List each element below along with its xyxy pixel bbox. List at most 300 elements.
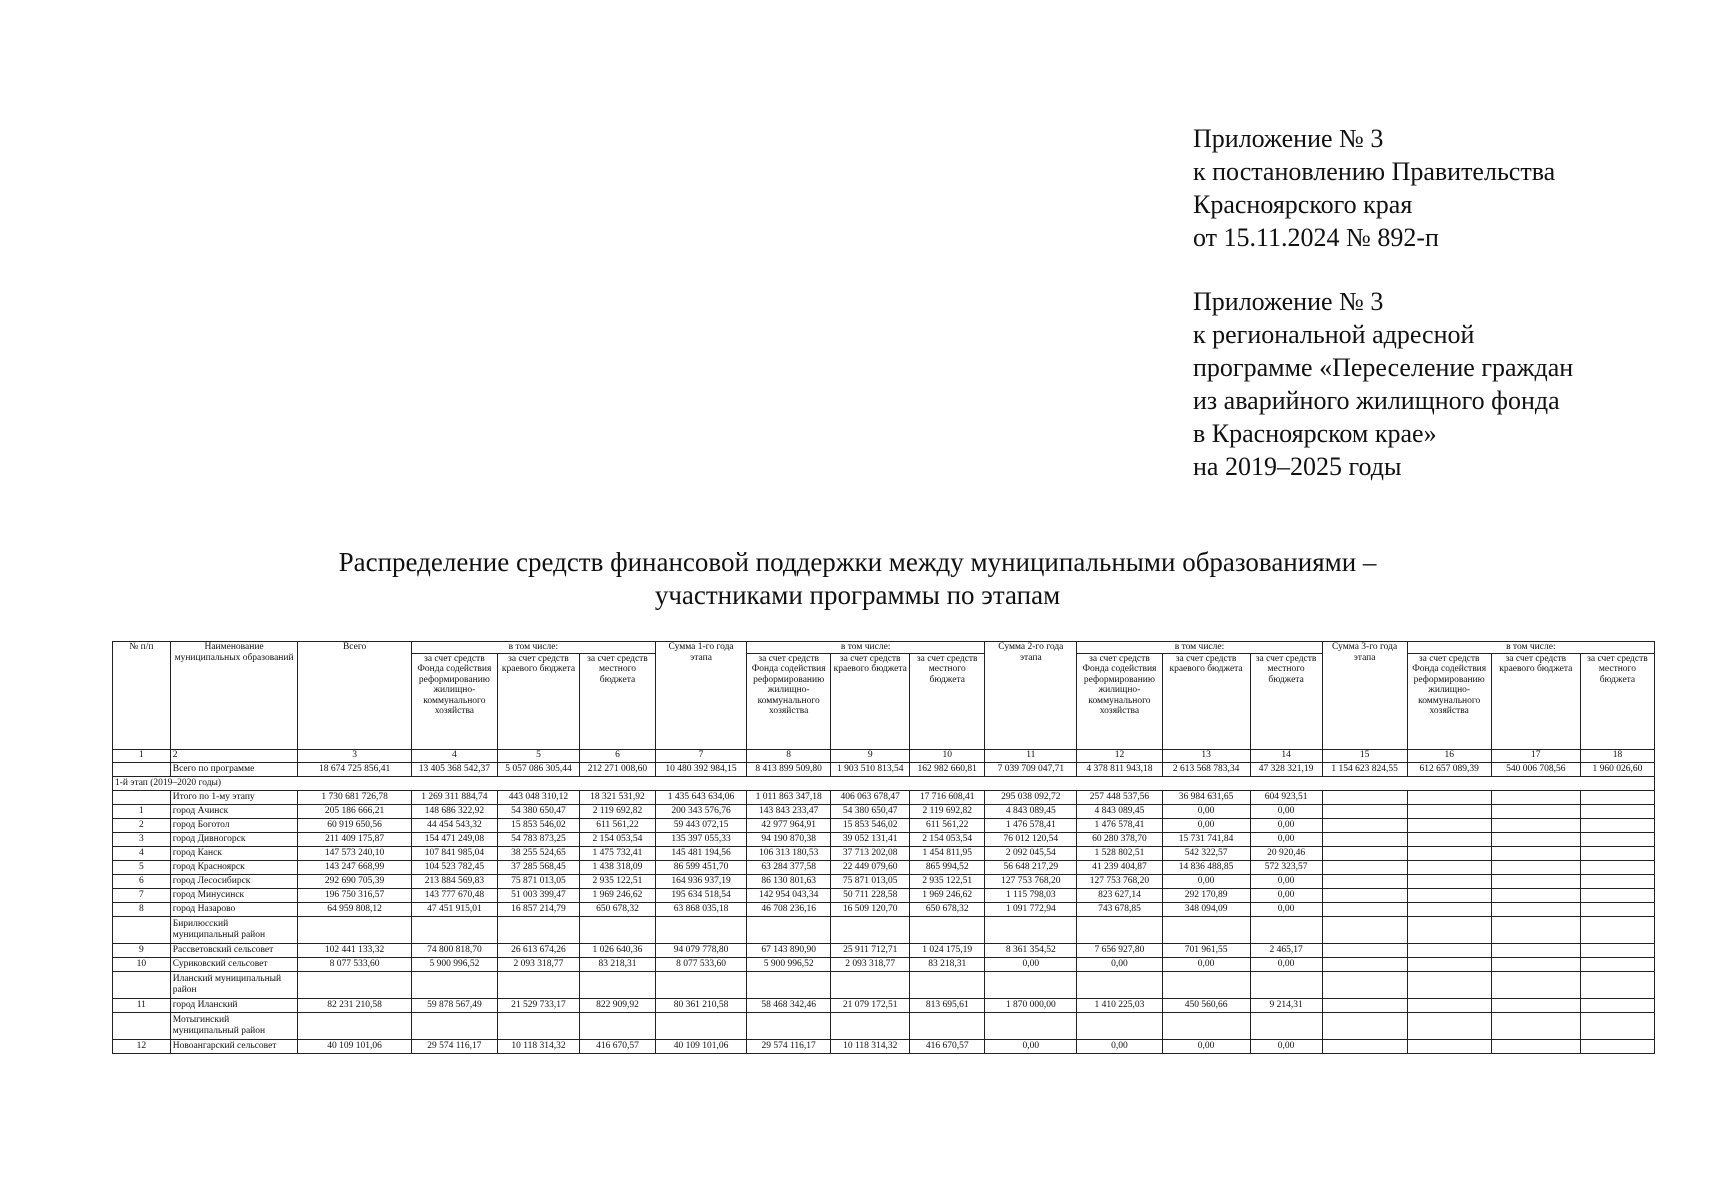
table-cell: 1 969 246,62 xyxy=(910,888,985,902)
table-cell: 1 435 643 634,06 xyxy=(655,790,746,804)
table-cell: 8 413 899 509,80 xyxy=(747,762,831,776)
table-row xyxy=(113,818,1655,832)
table-cell: 74 800 818,70 xyxy=(411,943,497,957)
table-cell xyxy=(1407,971,1491,998)
district-group-row xyxy=(113,1012,1655,1039)
row-name-cell: Новоангарский сельсовет xyxy=(170,1039,298,1053)
table-row xyxy=(113,1039,1655,1053)
table-cell: 0,00 xyxy=(1250,1039,1322,1053)
table-cell: 1 011 863 347,18 xyxy=(747,790,831,804)
table-cell: 94 190 870,38 xyxy=(747,832,831,846)
table-cell: 416 670,57 xyxy=(910,1039,985,1053)
table-cell xyxy=(113,971,171,998)
table-cell: 2 093 318,77 xyxy=(831,957,910,971)
table-row xyxy=(113,943,1655,957)
header-incl-stage2: в том числе: xyxy=(1077,642,1322,654)
table-cell xyxy=(1322,832,1407,846)
appendix-line: от 15.11.2024 № 892-п xyxy=(1193,223,1439,252)
table-cell xyxy=(1491,998,1580,1012)
table-cell xyxy=(1491,1012,1580,1039)
table-cell: 37 285 568,45 xyxy=(497,860,579,874)
table-cell: 13 405 368 542,37 xyxy=(411,762,497,776)
header-incl-stage3: в том числе: xyxy=(1407,642,1654,654)
table-cell: 50 711 228,58 xyxy=(831,888,910,902)
table-cell: 1 154 623 824,55 xyxy=(1322,762,1407,776)
table-cell: 416 670,57 xyxy=(579,1039,655,1053)
table-cell: 0,00 xyxy=(1162,1039,1250,1053)
table-row xyxy=(113,804,1655,818)
row-name-cell: Иланский муниципальный район xyxy=(170,971,298,998)
table-cell: 29 574 116,17 xyxy=(411,1039,497,1053)
table-cell xyxy=(579,1012,655,1039)
table-cell xyxy=(655,971,746,998)
table-cell: 8 077 533,60 xyxy=(655,957,746,971)
table-cell: 540 006 708,56 xyxy=(1491,762,1580,776)
appendix-line: программе «Переселение граждан xyxy=(1193,353,1574,382)
table-cell: 0,00 xyxy=(1250,888,1322,902)
row-name-cell: Мотыгинский муниципальный район xyxy=(170,1012,298,1039)
table-cell xyxy=(831,1012,910,1039)
table-cell xyxy=(1407,804,1491,818)
table-cell: 205 186 666,21 xyxy=(298,804,411,818)
header-incl-total: в том числе: xyxy=(411,642,655,654)
table-cell: 1 410 225,03 xyxy=(1077,998,1162,1012)
table-cell xyxy=(1162,1012,1250,1039)
table-cell xyxy=(747,916,831,943)
table-cell: 21 079 172,51 xyxy=(831,998,910,1012)
table-cell xyxy=(1580,832,1654,846)
table-cell xyxy=(1162,916,1250,943)
table-cell: 64 959 808,12 xyxy=(298,902,411,916)
table-cell: 143 247 668,99 xyxy=(298,860,411,874)
table-cell xyxy=(113,916,171,943)
table-cell xyxy=(1580,902,1654,916)
table-cell: 611 561,22 xyxy=(579,818,655,832)
table-cell xyxy=(298,1012,411,1039)
program-total-row xyxy=(113,762,1655,776)
table-cell xyxy=(1407,1039,1491,1053)
table-cell: 40 109 101,06 xyxy=(655,1039,746,1053)
table-cell: 2 119 692,82 xyxy=(579,804,655,818)
table-row xyxy=(113,957,1655,971)
header-local: за счет средств местного бюджета xyxy=(579,653,655,749)
table-cell: 6 xyxy=(579,749,655,762)
table-body xyxy=(113,749,1655,1053)
table-cell: 135 397 055,33 xyxy=(655,832,746,846)
header-fund: за счет средств Фонда содействия реформированию жилищно-коммунального хозяйства xyxy=(1407,653,1491,749)
table-cell: 572 323,57 xyxy=(1250,860,1322,874)
table-cell: 7 039 709 047,71 xyxy=(985,762,1077,776)
table-cell: 16 xyxy=(1407,749,1491,762)
table-row xyxy=(113,874,1655,888)
table-cell xyxy=(1407,957,1491,971)
table-cell: 107 841 985,04 xyxy=(411,846,497,860)
table-cell xyxy=(1491,818,1580,832)
table-cell: 17 716 608,41 xyxy=(910,790,985,804)
header-stage2-sum: Сумма 2-го года этапа xyxy=(985,642,1077,750)
table-cell: 650 678,32 xyxy=(910,902,985,916)
table-cell: 80 361 210,58 xyxy=(655,998,746,1012)
appendix-line: в Красноярском крае» xyxy=(1193,419,1437,448)
stage-header-row xyxy=(113,776,1655,790)
table-cell: 9 xyxy=(831,749,910,762)
table-cell: 10 118 314,32 xyxy=(831,1039,910,1053)
table-cell: 701 961,55 xyxy=(1162,943,1250,957)
table-cell xyxy=(1322,916,1407,943)
table-cell xyxy=(1491,874,1580,888)
table-cell xyxy=(1322,902,1407,916)
table-cell: 15 853 546,02 xyxy=(497,818,579,832)
table-cell xyxy=(1407,902,1491,916)
table-cell: 2 465,17 xyxy=(1250,943,1322,957)
header-regional: за счет средств краевого бюджета xyxy=(497,653,579,749)
stage-label: 1-й этап (2019–2020 годы) xyxy=(113,776,1655,790)
table-cell: 148 686 322,92 xyxy=(411,804,497,818)
distribution-table xyxy=(112,641,1655,1054)
table-cell xyxy=(1491,846,1580,860)
table-cell xyxy=(747,1012,831,1039)
table-cell: 8 361 354,52 xyxy=(985,943,1077,957)
table-cell xyxy=(831,916,910,943)
appendix-line: к региональной адресной xyxy=(1193,320,1475,349)
table-cell: 292 170,89 xyxy=(1162,888,1250,902)
table-cell xyxy=(985,971,1077,998)
table-cell: 0,00 xyxy=(985,957,1077,971)
table-cell: 41 239 404,87 xyxy=(1077,860,1162,874)
table-cell: 196 750 316,57 xyxy=(298,888,411,902)
row-name-cell: город Дивногорск xyxy=(170,832,298,846)
table-cell: 47 451 915,01 xyxy=(411,902,497,916)
table-cell: 1 960 026,60 xyxy=(1580,762,1654,776)
table-cell xyxy=(1077,1012,1162,1039)
table-cell xyxy=(1491,804,1580,818)
appendix-line: Приложение № 3 xyxy=(1193,124,1384,153)
table-cell: 4 843 089,45 xyxy=(1077,804,1162,818)
table-cell: 542 322,57 xyxy=(1162,846,1250,860)
district-group-row xyxy=(113,971,1655,998)
title-line: участниками программы по этапам xyxy=(654,580,1061,610)
table-cell: 82 231 210,58 xyxy=(298,998,411,1012)
table-cell: 54 783 873,25 xyxy=(497,832,579,846)
table-cell: 5 900 996,52 xyxy=(747,957,831,971)
table-cell: 63 284 377,58 xyxy=(747,860,831,874)
table-cell: 86 130 801,63 xyxy=(747,874,831,888)
table-cell: 16 509 120,70 xyxy=(831,902,910,916)
table-cell: 9 xyxy=(113,943,171,957)
table-cell: 54 380 650,47 xyxy=(497,804,579,818)
table-cell xyxy=(655,1012,746,1039)
table-cell: 2 119 692,82 xyxy=(910,804,985,818)
table-row xyxy=(113,902,1655,916)
table-cell: 2 935 122,51 xyxy=(910,874,985,888)
table-cell: 822 909,92 xyxy=(579,998,655,1012)
row-name-cell: Бирилюсский муниципальный район xyxy=(170,916,298,943)
table-cell: 36 984 631,65 xyxy=(1162,790,1250,804)
table-cell xyxy=(910,1012,985,1039)
table-cell: 1 969 246,62 xyxy=(579,888,655,902)
table-cell xyxy=(1322,998,1407,1012)
table-cell: 10 118 314,32 xyxy=(497,1039,579,1053)
table-cell: 63 868 035,18 xyxy=(655,902,746,916)
table-cell xyxy=(1491,888,1580,902)
table-cell: 0,00 xyxy=(985,1039,1077,1053)
table-cell: 650 678,32 xyxy=(579,902,655,916)
table-cell: 865 994,52 xyxy=(910,860,985,874)
table-cell xyxy=(1491,902,1580,916)
table-cell: 1 115 798,03 xyxy=(985,888,1077,902)
table-cell xyxy=(655,916,746,943)
table-cell xyxy=(1407,874,1491,888)
table-cell: 406 063 678,47 xyxy=(831,790,910,804)
table-cell xyxy=(910,971,985,998)
table-cell: 164 936 937,19 xyxy=(655,874,746,888)
table-cell xyxy=(1407,888,1491,902)
table-cell: 1 438 318,09 xyxy=(579,860,655,874)
table-cell: 143 777 670,48 xyxy=(411,888,497,902)
table-cell: 15 853 546,02 xyxy=(831,818,910,832)
table-cell: 0,00 xyxy=(1250,832,1322,846)
table-cell: 154 471 249,08 xyxy=(411,832,497,846)
table-cell: 5 900 996,52 xyxy=(411,957,497,971)
table-cell: 12 xyxy=(113,1039,171,1053)
header-regional: за счет средств краевого бюджета xyxy=(1162,653,1250,749)
table-cell: 4 xyxy=(411,749,497,762)
table-cell xyxy=(1322,846,1407,860)
table-cell: 21 529 733,17 xyxy=(497,998,579,1012)
header-local: за счет средств местного бюджета xyxy=(910,653,985,749)
appendix-line: к постановлению Правительства xyxy=(1193,157,1556,186)
table-cell: 2 093 318,77 xyxy=(497,957,579,971)
table-cell: 1 903 510 813,54 xyxy=(831,762,910,776)
table-cell: 18 674 725 856,41 xyxy=(298,762,411,776)
header-fund: за счет средств Фонда содействия реформированию жилищно-коммунального хозяйства xyxy=(411,653,497,749)
table-cell: 162 982 660,81 xyxy=(910,762,985,776)
table-cell: 46 708 236,16 xyxy=(747,902,831,916)
column-number-row xyxy=(113,749,1655,762)
table-cell: 257 448 537,56 xyxy=(1077,790,1162,804)
header-local: за счет средств местного бюджета xyxy=(1250,653,1322,749)
table-cell xyxy=(1407,998,1491,1012)
table-cell xyxy=(1580,998,1654,1012)
row-name-cell: город Иланский xyxy=(170,998,298,1012)
table-cell: 75 871 013,05 xyxy=(831,874,910,888)
table-cell: 612 657 089,39 xyxy=(1407,762,1491,776)
table-cell: 443 048 310,12 xyxy=(497,790,579,804)
table-cell xyxy=(1407,818,1491,832)
table-cell: 42 977 964,91 xyxy=(747,818,831,832)
table-cell: 83 218,31 xyxy=(579,957,655,971)
table-cell: 295 038 092,72 xyxy=(985,790,1077,804)
table-cell: 10 480 392 984,15 xyxy=(655,762,746,776)
table-cell: 195 634 518,54 xyxy=(655,888,746,902)
row-name-cell: Всего по программе xyxy=(170,762,298,776)
table-cell: 44 454 543,32 xyxy=(411,818,497,832)
table-cell xyxy=(113,1012,171,1039)
district-group-row xyxy=(113,916,1655,943)
table-cell xyxy=(1322,874,1407,888)
table-cell xyxy=(1322,888,1407,902)
header-name: Наименование муниципальных образований xyxy=(170,642,298,750)
table-cell xyxy=(831,971,910,998)
appendix-line: на 2019–2025 годы xyxy=(1193,452,1402,481)
table-cell xyxy=(1580,818,1654,832)
table-cell: 200 343 576,76 xyxy=(655,804,746,818)
table-cell xyxy=(1580,790,1654,804)
table-cell: 4 xyxy=(113,846,171,860)
appendix-line: Приложение № 3 xyxy=(1193,287,1384,316)
table-cell: 20 920,46 xyxy=(1250,846,1322,860)
table-cell xyxy=(1580,957,1654,971)
header-regional: за счет средств краевого бюджета xyxy=(1491,653,1580,749)
table-row xyxy=(113,860,1655,874)
table-cell: 813 695,61 xyxy=(910,998,985,1012)
table-cell: 102 441 133,32 xyxy=(298,943,411,957)
header-fund: за счет средств Фонда содействия реформированию жилищно-коммунального хозяйства xyxy=(1077,653,1162,749)
table-cell: 104 523 782,45 xyxy=(411,860,497,874)
table-cell: 0,00 xyxy=(1250,818,1322,832)
table-cell: 142 954 043,34 xyxy=(747,888,831,902)
table-cell: 1 476 578,41 xyxy=(1077,818,1162,832)
table-cell: 40 109 101,06 xyxy=(298,1039,411,1053)
row-name-cell: Рассветовский сельсовет xyxy=(170,943,298,957)
header-local: за счет средств местного бюджета xyxy=(1580,653,1654,749)
table-cell: 1 091 772,94 xyxy=(985,902,1077,916)
table-cell: 37 713 202,08 xyxy=(831,846,910,860)
table-cell xyxy=(298,971,411,998)
table-cell xyxy=(1322,790,1407,804)
header-stage1-sum: Сумма 1-го года этапа xyxy=(655,642,746,750)
table-cell: 83 218,31 xyxy=(910,957,985,971)
table-cell xyxy=(1250,916,1322,943)
table-cell: 0,00 xyxy=(1162,818,1250,832)
table-cell: 39 052 131,41 xyxy=(831,832,910,846)
table-cell xyxy=(1580,971,1654,998)
table-cell: 18 321 531,92 xyxy=(579,790,655,804)
row-name-cell: город Минусинск xyxy=(170,888,298,902)
table-cell xyxy=(1491,832,1580,846)
table-cell xyxy=(1322,1039,1407,1053)
table-cell xyxy=(1407,943,1491,957)
table-cell: 127 753 768,20 xyxy=(1077,874,1162,888)
table-cell: 1 454 811,95 xyxy=(910,846,985,860)
row-name-cell: Итого по 1-му этапу xyxy=(170,790,298,804)
table-cell xyxy=(985,916,1077,943)
table-cell: 94 079 778,80 xyxy=(655,943,746,957)
table-cell: 0,00 xyxy=(1250,874,1322,888)
title-line: Распределение средств финансовой поддержки между муниципальными образованиями – xyxy=(338,547,1377,577)
table-cell: 17 xyxy=(1491,749,1580,762)
table-cell: 9 214,31 xyxy=(1250,998,1322,1012)
table-cell: 67 143 890,90 xyxy=(747,943,831,957)
table-cell: 14 xyxy=(1250,749,1322,762)
table-cell: 1 024 175,19 xyxy=(910,943,985,957)
table-cell xyxy=(1580,1012,1654,1039)
table-cell: 1 xyxy=(113,749,171,762)
table-cell xyxy=(497,916,579,943)
row-name-cell: город Боготол xyxy=(170,818,298,832)
table-cell: 15 731 741,84 xyxy=(1162,832,1250,846)
table-cell: 743 678,85 xyxy=(1077,902,1162,916)
table-cell xyxy=(113,762,171,776)
table-cell: 38 255 524,65 xyxy=(497,846,579,860)
appendix-program-block xyxy=(1193,285,1663,483)
table-cell xyxy=(497,1012,579,1039)
table-cell: 348 094,09 xyxy=(1162,902,1250,916)
table-cell: 60 919 650,56 xyxy=(298,818,411,832)
table-cell xyxy=(1407,832,1491,846)
table-cell xyxy=(579,916,655,943)
table-cell: 127 753 768,20 xyxy=(985,874,1077,888)
table-cell: 51 003 399,47 xyxy=(497,888,579,902)
table-cell xyxy=(1491,1039,1580,1053)
table-cell xyxy=(1322,1012,1407,1039)
table-cell: 5 xyxy=(497,749,579,762)
row-name-cell: город Лесосибирск xyxy=(170,874,298,888)
header-incl-stage1: в том числе: xyxy=(747,642,985,654)
table-cell xyxy=(1491,790,1580,804)
table-cell: 1 xyxy=(113,804,171,818)
table-cell: 86 599 451,70 xyxy=(655,860,746,874)
table-cell: 18 xyxy=(1580,749,1654,762)
table-cell: 0,00 xyxy=(1077,1039,1162,1053)
table-cell: 4 843 089,45 xyxy=(985,804,1077,818)
table-cell: 60 280 378,70 xyxy=(1077,832,1162,846)
table-row xyxy=(113,832,1655,846)
appendix-line: из аварийного жилищного фонда xyxy=(1193,386,1560,415)
table-cell xyxy=(1580,943,1654,957)
document-title xyxy=(0,546,1715,612)
table-cell: 7 656 927,80 xyxy=(1077,943,1162,957)
table-cell xyxy=(1491,943,1580,957)
table-cell xyxy=(1162,971,1250,998)
header-regional: за счет средств краевого бюджета xyxy=(831,653,910,749)
table-cell xyxy=(1580,1039,1654,1053)
table-cell xyxy=(113,790,171,804)
row-name-cell: 2 xyxy=(170,749,298,762)
table-cell: 213 884 569,83 xyxy=(411,874,497,888)
table-cell xyxy=(985,1012,1077,1039)
table-cell xyxy=(747,971,831,998)
table-cell: 56 648 217,29 xyxy=(985,860,1077,874)
table-cell: 0,00 xyxy=(1162,874,1250,888)
table-cell xyxy=(1322,860,1407,874)
table-cell xyxy=(1580,888,1654,902)
table-cell: 1 475 732,41 xyxy=(579,846,655,860)
table-cell xyxy=(1322,804,1407,818)
table-cell: 1 026 640,36 xyxy=(579,943,655,957)
table-cell xyxy=(298,916,411,943)
table-cell: 0,00 xyxy=(1077,957,1162,971)
table-cell: 611 561,22 xyxy=(910,818,985,832)
table-cell xyxy=(1580,846,1654,860)
table-cell xyxy=(1580,916,1654,943)
table-cell: 604 923,51 xyxy=(1250,790,1322,804)
table-cell xyxy=(1491,916,1580,943)
table-cell xyxy=(1322,957,1407,971)
table-cell: 16 857 214,79 xyxy=(497,902,579,916)
table-cell: 145 481 194,56 xyxy=(655,846,746,860)
table-cell: 4 378 811 943,18 xyxy=(1077,762,1162,776)
appendix-resolution-block xyxy=(1193,122,1663,254)
table-cell xyxy=(1077,971,1162,998)
table-cell xyxy=(1491,971,1580,998)
table-cell xyxy=(1077,916,1162,943)
table-cell: 5 057 086 305,44 xyxy=(497,762,579,776)
row-name-cell: город Красноярск xyxy=(170,860,298,874)
table-cell: 7 xyxy=(113,888,171,902)
table-cell: 2 154 053,54 xyxy=(910,832,985,846)
table-cell xyxy=(1322,943,1407,957)
